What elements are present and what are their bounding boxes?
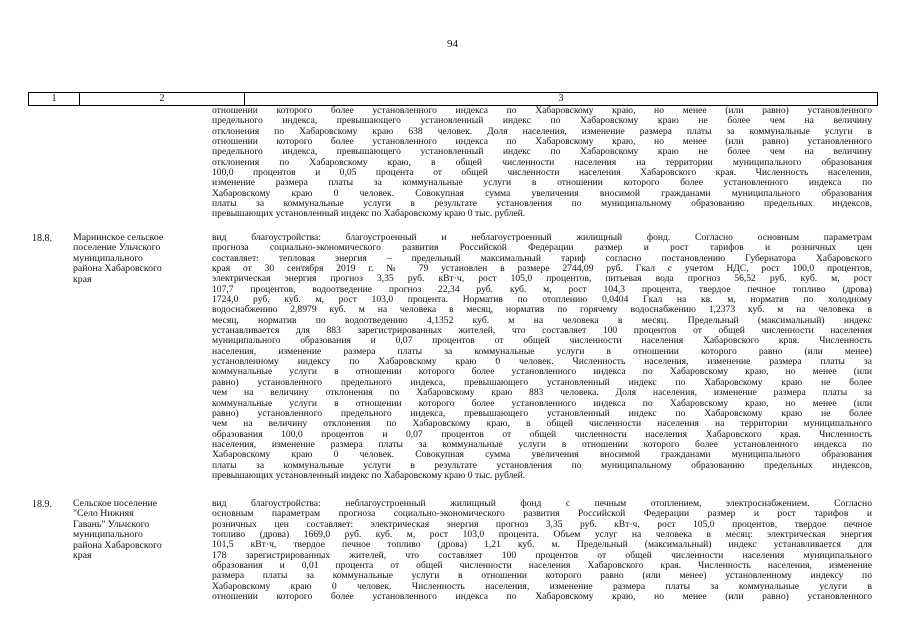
header-col-1: 1 — [29, 93, 80, 105]
text-line: Хабаровскому краю 0 человек. Совокупная сумма увеличения вносимой гражданами муниципального образования — [212, 450, 872, 461]
text-line: Хабаровскому краю 0 человек. Совокупная сумма увеличения вносимой гражданами муниципального образования — [212, 188, 872, 199]
text-line: образования и 0,01 процента от общей численности населения Хабаровского края. Численность населения, изменение — [212, 561, 872, 572]
text-line: чем на величину отклонения по Хабаровскому краю, в общей численности населения на территории муниципального — [212, 419, 872, 430]
text-line: основным параметрам прогноза социально-экономического развития Российской Федерации размер и рост тарифов и — [212, 509, 872, 520]
text-line: равно) установленного предельного индекса, превышающего установленный индекс по Хабаровскому краю не более — [212, 408, 872, 419]
text-line: платы за коммунальные услуги в результате установления по муниципальному образованию предельных индексов, — [212, 199, 872, 210]
text-line: Хабаровскому краю 0 человек. Численность населения, изменение размера платы за коммунальные услуги в — [212, 581, 872, 592]
municipality-name — [73, 233, 203, 285]
name-line: Мариинское сельское — [73, 233, 164, 243]
row-number: 18.9. — [32, 499, 52, 510]
header-col-3: 3 — [558, 93, 564, 104]
name-line: района Хабаровского — [73, 264, 162, 275]
text-line: водоснабжению 2,8979 куб. м на человека в месяц, норматив по горячему водоснабжению 1,2373 куб. м на человека в — [212, 305, 872, 316]
table-header-row — [28, 92, 878, 106]
text-line: равно) установленного предельного индекса, превышающего установленный индекс по Хабаровскому краю не более — [212, 377, 872, 388]
text-line: 100,0 процентов и 0,05 процента от общей численности населения Хабаровского края. Численность населения, — [212, 168, 872, 179]
text-line: месяц, норматив по водоотведению 4,1352 куб. м на человека в месяц. Предельный (максимальный) индекс — [212, 315, 872, 326]
text-line: предельного индекса, превышающего установленный индекс по Хабаровскому краю не более чем на величину — [212, 116, 872, 127]
text-line: образования 100,0 процентов и 0,07 процентов от общей численности населения Хабаровского края. Численность — [212, 429, 872, 440]
row-description — [212, 233, 872, 481]
text-line: коммунальные услуги в отношении которого более установленного индекса по Хабаровскому краю, но менее (или — [212, 398, 872, 409]
text-line: 1724,0 руб. куб. м, рост 103,0 процента. Норматив по отоплению 0,0404 Гкал на кв. м, норматив по холодному — [212, 295, 872, 306]
text-line: муниципального образования и 0,07 процентов от общей численности населения Хабаровского края. Численность — [212, 336, 872, 347]
name-line: края — [73, 274, 92, 285]
text-line: установленному индексу по Хабаровскому краю 0 человек. Численность населения, изменение размера платы за — [212, 357, 872, 368]
text-line: отношении которого более установленного индекса по Хабаровскому краю, но менее (или равно) установленного — [212, 592, 872, 603]
text-line: прогноза социально-экономического развития Российской Федерации размер и рост тарифов и розничных цен — [212, 243, 872, 254]
text-line: размера платы за коммунальные услуги в отношении которого равно (или менее) установленному индексу по — [212, 571, 872, 582]
name-line: муниципального — [73, 253, 143, 264]
municipality-name — [73, 499, 203, 561]
text-line: платы за коммунальные услуги в результате установления по муниципальному образованию предельных индексов, — [212, 460, 872, 471]
header-col-2: 2 — [80, 93, 245, 105]
text-line: электрическая энергия прогноз 3,35 руб. кВт·ч, рост 105,0 процентов, питьевая вода прогноз 56,52 руб. куб. м, рост — [212, 274, 872, 285]
text-line: превышающих установленный индекс по Хабаровскому краю 0 тыс. рублей. — [212, 470, 526, 481]
text-line: вид благоустройства: неблагоустроенный жилищный фонд с печным отоплением, электроснабжением. Согласно — [212, 499, 872, 509]
name-line: муниципального — [73, 530, 143, 541]
text-line: топливо (дрова) 1669,0 руб. куб. м, рост 103,0 процента. Объем услуг на человека в месяц: электрическая энергия — [212, 530, 872, 541]
text-line: вид благоустройства: благоустроенный и неблагоустроенный жилищный фонд. Согласно основным параметрам — [212, 233, 872, 243]
text-line: края от 30 сентября 2019 г. № 79 установлен в размере 2744,09 руб. Гкал с учетом НДС, рост 100,0 процентов, — [212, 264, 872, 275]
text-line: изменение размера платы за коммунальные услуги в отношении которого более установленного индекса по — [212, 178, 872, 189]
row-description — [212, 499, 872, 602]
text-line: отношении которого более установленного индекса по Хабаровскому краю, но менее (или равно) установленного — [212, 106, 872, 116]
text-line: коммунальные услуги в отношении которого более установленного индекса по Хабаровскому краю, но менее (или — [212, 367, 872, 378]
continuation-text — [212, 106, 872, 220]
name-line: края — [73, 551, 92, 562]
text-line: розничных цен составляет: электрическая энергия прогноз 3,35 руб. кВт·ч, рост 105,0 процентов, твердое печное — [212, 519, 872, 530]
page-number: 94 — [447, 38, 458, 50]
text-line: населения, изменение размера платы за коммунальные услуги в отношении которого более установленного индекса по — [212, 439, 872, 450]
text-line: 107,7 процентов, водоотведение прогноз 22,34 руб. куб. м, рост 104,3 процента, твердое печное топливо (дрова) — [212, 284, 872, 295]
text-line: отношении которого более установленного индекса по Хабаровскому краю, но менее (или равно) установленного — [212, 137, 872, 148]
text-line: отклонения по Хабаровскому краю 638 человек. Доля населения, изменение размера платы за коммунальные услуги в — [212, 126, 872, 137]
row-number: 18.8. — [32, 233, 52, 244]
name-line: района Хабаровского — [73, 540, 162, 551]
text-line: устанавливается для 883 зарегистрированных жителей, что составляет 100 процентов от общей численности населения — [212, 326, 872, 337]
name-line: Сельское поселение — [73, 499, 158, 509]
text-line: 101,5 кВт·ч, твердое печное топливо (дрова) 1,21 куб. м. Предельный (максимальный) индекс устанавливается для — [212, 540, 872, 551]
text-line: составляет: тепловая энергия – предельный максимальный тариф согласно постановлению Губернатора Хабаровского — [212, 253, 872, 264]
text-line: чем на величину отклонения по Хабаровскому краю 883 человека. Доля населения, изменение размера платы за — [212, 388, 872, 399]
text-line: отклонения по Хабаровскому краю, в общей численности населения на территории муниципального образования — [212, 157, 872, 168]
name-line: поселение Ульчского — [73, 243, 161, 254]
text-line: 178 зарегистрированных жителей, что составляет 100 процентов от общей численности населения муниципального — [212, 550, 872, 561]
name-line: "Село Нижняя — [73, 509, 134, 520]
text-line: населения, изменение размера платы за коммунальные услуги в отношении которого равно (или менее) — [212, 346, 872, 357]
name-line: Гавань" Ульчского — [73, 519, 150, 530]
text-line: предельного индекса, превышающего установленный индекс по Хабаровскому краю не более чем на величину — [212, 147, 872, 158]
text-line: превышающих установленный индекс по Хабаровскому краю 0 тыс. рублей. — [212, 209, 526, 220]
